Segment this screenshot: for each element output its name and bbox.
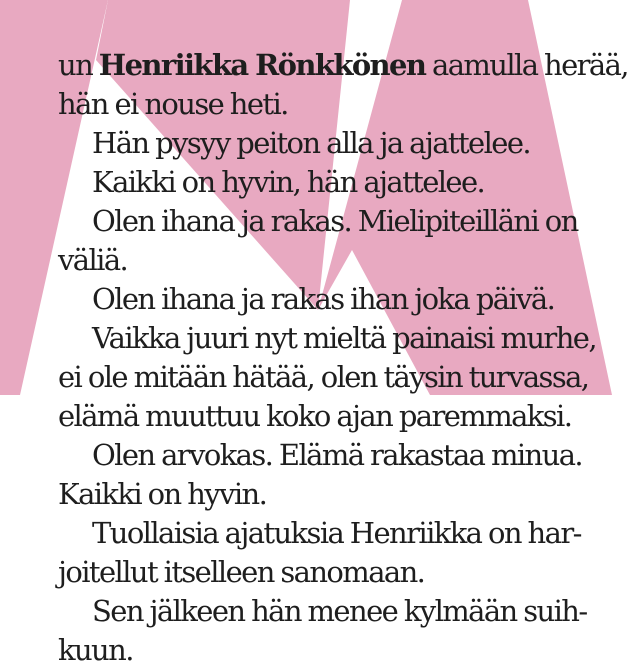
- text-line: Vaikka juuri nyt mieltä painaisi murhe,: [92, 321, 596, 355]
- person-name: Henriikka Rönkkönen: [98, 48, 426, 82]
- text-line: Olen ihana ja rakas. Mielipiteilläni on: [92, 204, 578, 238]
- text-line: [58, 46, 628, 85]
- text-line: Olen arvokas. Elämä rakastaa minua.: [92, 438, 583, 472]
- text-line: Hän pysyy peiton alla ja ajattelee.: [92, 126, 531, 160]
- text-line: ei ole mitään hätää, olen täysin turvassa,: [58, 360, 589, 394]
- text-segment: aamulla herää,: [425, 48, 628, 82]
- text-segment: un: [58, 48, 99, 82]
- text-line: kuun.: [58, 633, 133, 667]
- text-line: hän ei nouse heti.: [58, 87, 288, 121]
- article-body: [58, 46, 628, 670]
- text-line: Sen jälkeen hän menee kylmään suih-: [92, 594, 587, 628]
- text-line: Tuollaisia ajatuksia Henriikka on har-: [92, 516, 581, 550]
- text-line: väliä.: [58, 243, 128, 277]
- text-line: joitellut itselleen sanomaan.: [58, 555, 425, 589]
- text-line: Olen ihana ja rakas ihan joka päivä.: [92, 282, 555, 316]
- text-line: Kaikki on hyvin, hän ajattelee.: [92, 165, 485, 199]
- text-line: Kaikki on hyvin.: [58, 477, 267, 511]
- text-line: elämä muuttuu koko ajan paremmaksi.: [58, 399, 572, 433]
